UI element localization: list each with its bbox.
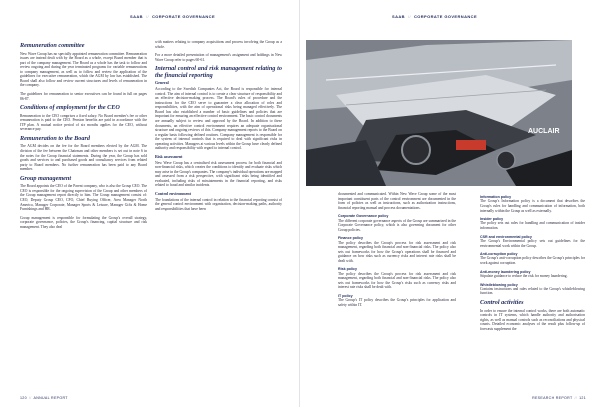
- body-paragraph: The different corporate governance aspects of the Group are summarized in the Corporate Governance policy, which is also governing document for other Group policies.: [338, 218, 456, 232]
- body-paragraph: New Wave Group has a centralised risk assessment process for both financial and non-financial risks, which creates the conditions to identify and evaluate risks which may arise in the Group's companies. The company's individual operations are mapped and assessed from a risk perspective, with significant risks being identified and evaluated, including risks of misstatements in the financial reporting, and risks related to fraud and similar incidents.: [155, 160, 282, 188]
- policy-label: Finance policy: [338, 236, 363, 241]
- policy-label: Anti-corruption policy: [480, 252, 518, 257]
- page-number: 120: [20, 396, 27, 400]
- photo-watermark: AUCLAIR: [528, 128, 560, 135]
- running-head-title: CORPORATE GOVERNANCE: [413, 14, 478, 19]
- page-footer: RESEARCH REPORT // 121: [532, 396, 586, 400]
- body-paragraph: with matters relating to company acquisitions and process involving the Group as a whole.: [155, 40, 282, 49]
- section-heading: Remuneration committee: [20, 42, 85, 49]
- body-paragraph: The policy describes the Group's process for risk assessment and risk management, regarding both financial and non-financial risks. The policy also sets out frameworks for how the Group's operations shall be financed and guidance on how risks such as currency risks and interest rate risks shall be dealt with.: [338, 240, 456, 263]
- section-heading: Remuneration to the Board: [20, 134, 90, 142]
- left-column-1: [20, 40, 147, 233]
- policy-label: Risk policy: [338, 267, 357, 272]
- body-paragraph: The guidelines for remuneration to senior executives can be found in full on pages 86-87.: [20, 91, 147, 101]
- page-number: 121: [579, 396, 586, 400]
- body-paragraph: The policy sets out rules for handling and communication of insider information.: [480, 221, 585, 230]
- body-paragraph: The Group's anti-corruption policy describes the Group's principles for work against corruption.: [480, 256, 585, 265]
- body-paragraph: The foundations of the internal control in relation to the financial reporting consist of the general control environment with organisation, decision-making paths, authority and responsibilities that have been: [155, 197, 282, 211]
- running-head-title: CORPORATE GOVERNANCE: [151, 14, 216, 19]
- body-paragraph: The AGM decides on the fee for the Board members elected by the AGM. The division of the fee between the Chairman and other members is set out in note 6 in the notes for the Group financial statements. During the year, the Group has sold goods and services to and purchased goods and consultancy services from related party to Board members. No further remuneration has been paid to any Board member.: [20, 144, 147, 172]
- running-head: SAAB // CORPORATE GOVERNANCE: [130, 14, 216, 19]
- policy-label: IT policy: [338, 293, 353, 298]
- left-column-2: [155, 40, 282, 215]
- body-paragraph: Contains instructions and rules related to the Group's whistleblowing function.: [480, 286, 585, 296]
- body-paragraph: Stipulate guidance to reduce the risk for money laundering.: [480, 273, 568, 278]
- running-head-section: SAAB: [392, 14, 405, 19]
- body-paragraph: According to the Swedish Companies Act, the Board is responsible for internal control. The aim of internal control is to create a clear structure of responsibility and an effective decision-making process. The Board's rules of procedure and the instructions for the CEO serve to guarantee a clear allocation of roles and responsibilities, with the aim of operational risks being managed effectively. The Board has also established a number of basic guidelines and policies that are important for ensuring an effective control environment. The basic control documents are annually subject to review and approval by the Board. In addition to these documents, an effective control environment requires an adequate organisational structure and ongoing reviews of this. Company management reports to the Board on a regular basis following defined routines. Company management is responsible for the system of internal controls that is required to deal with significant risks in operating activities. Managers at various levels within the Group have clearly defined authority and responsibility with regard to internal control.: [155, 87, 282, 151]
- policy-label: Whistleblowing policy: [480, 282, 518, 287]
- running-head: SAAB // CORPORATE GOVERNANCE: [392, 14, 478, 19]
- subsection-heading: General: [155, 80, 169, 86]
- section-heading: Control activities: [480, 299, 524, 306]
- body-paragraph: The Group's Environmental policy sets out guidelines for the environmental work within the Group.: [480, 238, 585, 248]
- section-heading: Conditions of employment for the CEO: [20, 104, 120, 112]
- subsection-heading: Control environment: [155, 190, 191, 196]
- policy-label: Information policy: [480, 195, 512, 199]
- right-column-2: [480, 192, 585, 335]
- page-footer: 120 // ANNUAL REPORT: [20, 396, 68, 400]
- section-heading: Group management: [20, 174, 72, 182]
- subsection-heading: Risk assessment: [155, 153, 183, 159]
- publication-name: RESEARCH REPORT: [532, 396, 573, 400]
- policy-label: Insider policy: [480, 217, 504, 222]
- body-paragraph: The Group's Information policy is a document that describes the Group's rules for handling and communication of information, both internally within the Group as well as externally.: [480, 199, 585, 213]
- section-heading: Internal control and risk management relating to the financial reporting: [155, 65, 282, 79]
- body-paragraph: The policy describes the Group's process for risk assessment and risk management, regarding both financial and non-financial risks. The policy also sets out frameworks for how the Group's risks such as currency risks and interest rate risks shall be dealt with.: [338, 271, 456, 290]
- body-paragraph: The Group's IT policy describes the Group's principles for application and safety within IT.: [338, 298, 456, 307]
- body-paragraph: The Board appoints the CEO of the Parent company, who is also the Group CEO. The CEO is responsible for the ongoing supervision of the Group and other members of the Group management report directly to him. The Group management consist of: CEO, Deputy Group CEO, CFO, Chief Buying Officer, Area Manager North America, Manager Corporate, Manager Sports & Leisure, Manager Gifts & Home Furnishings and HR.: [20, 184, 147, 212]
- body-paragraph: For a more detailed presentation of management's assignment and holdings in New Wave Group refer to pages 60-61.: [155, 53, 282, 62]
- right-column-1: [338, 192, 456, 311]
- body-paragraph: documented and communicated. Within New Wave Group some of the most important constituent parts of the control environment are documented in the form of policies as well as instructions, such as authorization instructions, financial reporting manual and process documentations.: [338, 192, 456, 210]
- policy-label: Anti-money laundering policy: [480, 269, 531, 274]
- running-head-section: SAAB: [130, 14, 143, 19]
- body-paragraph: Group management is responsible for formulating the Group's overall strategy, corporate governance, policies, the Group's financing, capital structure and risk management. They also deal: [20, 215, 147, 229]
- publication-name: ANNUAL REPORT: [33, 396, 68, 400]
- body-paragraph: New Wave Group has no specially appointed remuneration committee. Remuneration issues are instead dealt with by the Board as a whole, except Board member that is part of the company management. The Board as a whole has the task to follow and review ongoing and during the year terminated programs for variable remunerations to company management, as well as to follow and review the application of the guidelines for executive remuneration, which the AGM by law has established. The Board shall also follow and review current structures and levels of remuneration in the company.: [20, 51, 147, 88]
- body-paragraph: Remuneration to the CEO comprises a fixed salary. No Board member's fee or other remuneration is paid to the CEO. Pension benefits are paid in accordance with the ITP plan. A mutual notice period of six months applies for the CEO, without severance pay.: [20, 113, 147, 132]
- policy-label: CSR and environmental policy: [480, 234, 532, 239]
- aircraft-photo: [306, 40, 572, 186]
- policy-label: Corporate Governance policy: [338, 214, 389, 219]
- body-paragraph: In order to ensure the internal control works, there are both automatic controls in IT systems, which handle authority and authorisation rights, as well as manual controls such as reconciliations and physical counts. Detailed economic analyses of the result plus follow-up of forecasts supplement the: [480, 308, 585, 331]
- aircraft-photo-icon: [306, 40, 572, 186]
